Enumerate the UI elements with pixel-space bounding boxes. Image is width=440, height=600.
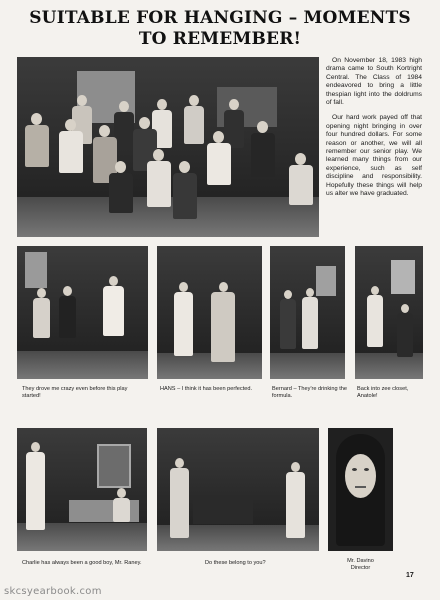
photo-caption: They drove me crazy even before this play started! <box>22 386 128 399</box>
scene-photo-belongings <box>157 428 319 551</box>
cast-group-photo <box>17 57 319 237</box>
scene-photo-hans <box>157 246 262 379</box>
director-name: Mr. Davino <box>347 558 374 564</box>
site-watermark: skcsyearbook.com <box>4 586 102 597</box>
scene-photo-bernard <box>270 246 345 379</box>
photo-caption: Do these belong to you? <box>205 560 266 566</box>
director-portrait <box>328 428 393 551</box>
scene-photo-closet <box>355 246 423 379</box>
photo-caption: Bernard – They're drinking the formula. <box>272 386 347 399</box>
article-paragraph: On November 18, 1983 high drama came to South Kortright Central. The Class of 1984 endeavored to bring a little thespian light into the doldrums of fall. <box>326 57 422 107</box>
article-paragraph: Our hard work payed off that opening night bringing in over four hundred dollars. For some reason or another, we will all remember our senior play. We learned many things from our experience, such as self discipline and responsibility. Hopefully these things will help us alter we have graduated. <box>326 114 422 198</box>
page-headline: SUITABLE FOR HANGING – MOMENTS TO REMEMBER! <box>29 8 411 49</box>
article-text <box>326 57 422 206</box>
photo-caption: Back into zee closet, Anatole! <box>357 386 409 399</box>
scene-photo-charlie <box>17 428 147 551</box>
photo-caption: Charlie has always been a good boy, Mr. Raney. <box>22 560 142 566</box>
page-number: 17 <box>406 572 414 579</box>
director-caption <box>328 558 393 572</box>
director-title: Director <box>350 565 371 571</box>
photo-caption: HANS – I think it has been perfected. <box>160 386 253 392</box>
scene-photo-two-actresses <box>17 246 148 379</box>
